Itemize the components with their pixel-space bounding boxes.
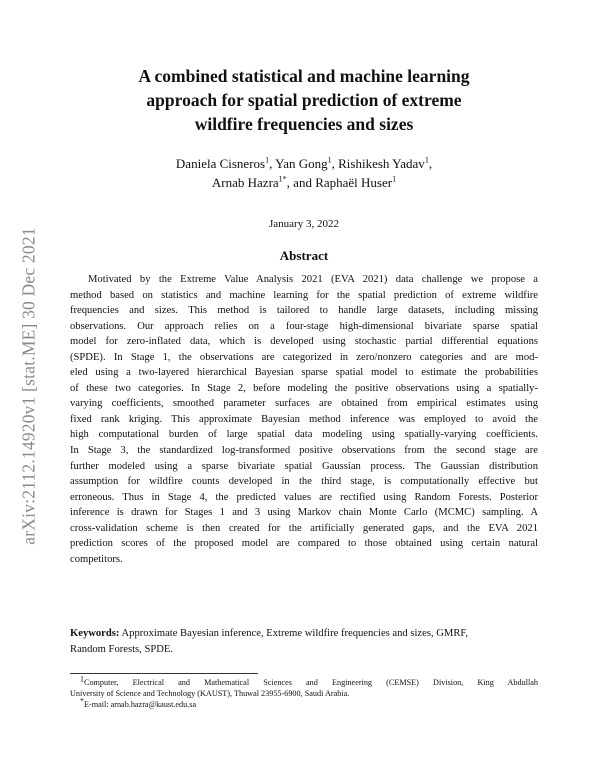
title-line: wildfire frequencies and sizes	[194, 114, 414, 134]
abstract-line: In Stage 3, the standardized log-transformed positive observations from the second stage are	[70, 445, 538, 457]
author-name: Daniela Cisneros	[175, 156, 266, 171]
author-line-2	[70, 173, 538, 192]
abstract-line: (SPDE). In Stage 1, the observations are categorized in zero/nonzero categories and are mod-	[70, 351, 538, 363]
footnote-text: Computer, Electrical and Mathematical Sciences and Engineering (CEMSE) Division, King Abdullah	[84, 678, 538, 687]
author-affil-mark: 1*	[278, 174, 287, 184]
abstract-line: model for zero-inflated data, which is developed using stochastic partial differential equations	[70, 336, 538, 348]
footnote-mark: 1	[80, 674, 84, 684]
footnote-mark: *	[80, 696, 84, 706]
keywords-label: Keywords:	[70, 628, 120, 639]
title-line: A combined statistical and machine learning	[138, 66, 470, 86]
abstract-line: cross-validation scheme is then created for the artificially generated gaps, and the EVA 2021	[70, 522, 538, 534]
paper-date: January 3, 2022	[269, 218, 339, 230]
paper-title	[70, 64, 538, 136]
abstract-line: observations. Our approach relies on a four-stage high-dimensional bivariate sparse spatial	[70, 320, 538, 332]
abstract-line: further modeled using a sparse bivariate spatial Gaussian process. The Gaussian distribution	[70, 460, 538, 472]
footnote-email	[70, 696, 538, 710]
abstract-line: prediction scores of the proposed model are compared to those obtained using certain natural	[70, 538, 538, 550]
author-separator: ,	[269, 156, 276, 171]
footnote-rule	[70, 673, 258, 674]
author-name: Yan Gong	[275, 156, 328, 171]
keywords	[70, 626, 538, 657]
author-affil-mark: 1	[392, 174, 397, 184]
abstract-line: method based on statistics and machine learning for the spatial prediction of extreme wildfire	[70, 289, 538, 301]
arxiv-stamp	[14, 206, 44, 566]
author-name: Raphaël Huser	[315, 175, 393, 190]
abstract-body	[70, 272, 538, 567]
footnotes	[70, 674, 538, 711]
author-name: Arnab Hazra	[211, 175, 279, 190]
author-affil-mark: 1	[265, 155, 270, 165]
author-affil-mark: 1	[327, 155, 332, 165]
abstract-line: competitors.	[70, 553, 123, 565]
abstract-heading: Abstract	[279, 248, 329, 263]
abstract-line: frequencies and sizes. This method is tailored to handle large datasets, including missing	[70, 305, 538, 317]
footnote-email-text: E-mail: arnab.hazra@kaust.edu.sa	[84, 700, 197, 710]
abstract-line: high computational burden of large spatial data modeling using spatially-varying coefficients.	[70, 429, 538, 441]
footnote-affiliation-line-1	[70, 674, 538, 688]
keywords-line-2: Random Forests, SPDE.	[70, 643, 174, 655]
author-affil-mark: 1	[424, 155, 429, 165]
abstract-line: fixed rank kriging. This approximate Bayesian method inference was employed to avoid the	[70, 413, 538, 425]
abstract-line: eled using a two-layered hierarchical Bayesian sparse spatial model to estimate the probabilities	[70, 367, 538, 379]
arxiv-stamp-text: arXiv:2112.14920v1 [stat.ME] 30 Dec 2021	[18, 227, 39, 545]
footnote-affiliation-line-2: University of Science and Technology (KAUST), Thuwal 23955-6900, Saudi Arabia.	[70, 689, 350, 699]
keywords-line-1	[70, 626, 538, 642]
abstract-line: inference is drawn for Stages 1 and 3 using Markov chain Monte Carlo (MCMC) sampling. A	[70, 507, 538, 519]
author-line-1	[70, 154, 538, 173]
abstract-line: Motivated by the Extreme Value Analysis 2021 (EVA 2021) data challenge we propose a	[88, 274, 538, 285]
abstract-line: assumption for wildfire counts developed in the third stage, is computationally effective but	[70, 476, 538, 488]
abstract-line: of these two categories. In Stage 2, before modeling the positive observations using a spatially-	[70, 382, 538, 394]
author-and: , and	[286, 175, 316, 190]
author-separator: ,	[331, 156, 339, 171]
author-list	[70, 154, 538, 192]
author-name: Rishikesh Yadav	[338, 156, 425, 171]
author-separator: ,	[428, 156, 433, 171]
abstract-line: varying coefficients, smoothed parameter surfaces are obtained from empirical estimates using	[70, 398, 538, 410]
title-line: approach for spatial prediction of extreme	[146, 90, 462, 110]
keywords-text: Approximate Bayesian inference, Extreme wildfire frequencies and sizes, GMRF,	[121, 628, 469, 639]
abstract-line: erroneous. Thus in Stage 4, the predicted values are rectified using Random Forests. Posterior	[70, 491, 538, 503]
